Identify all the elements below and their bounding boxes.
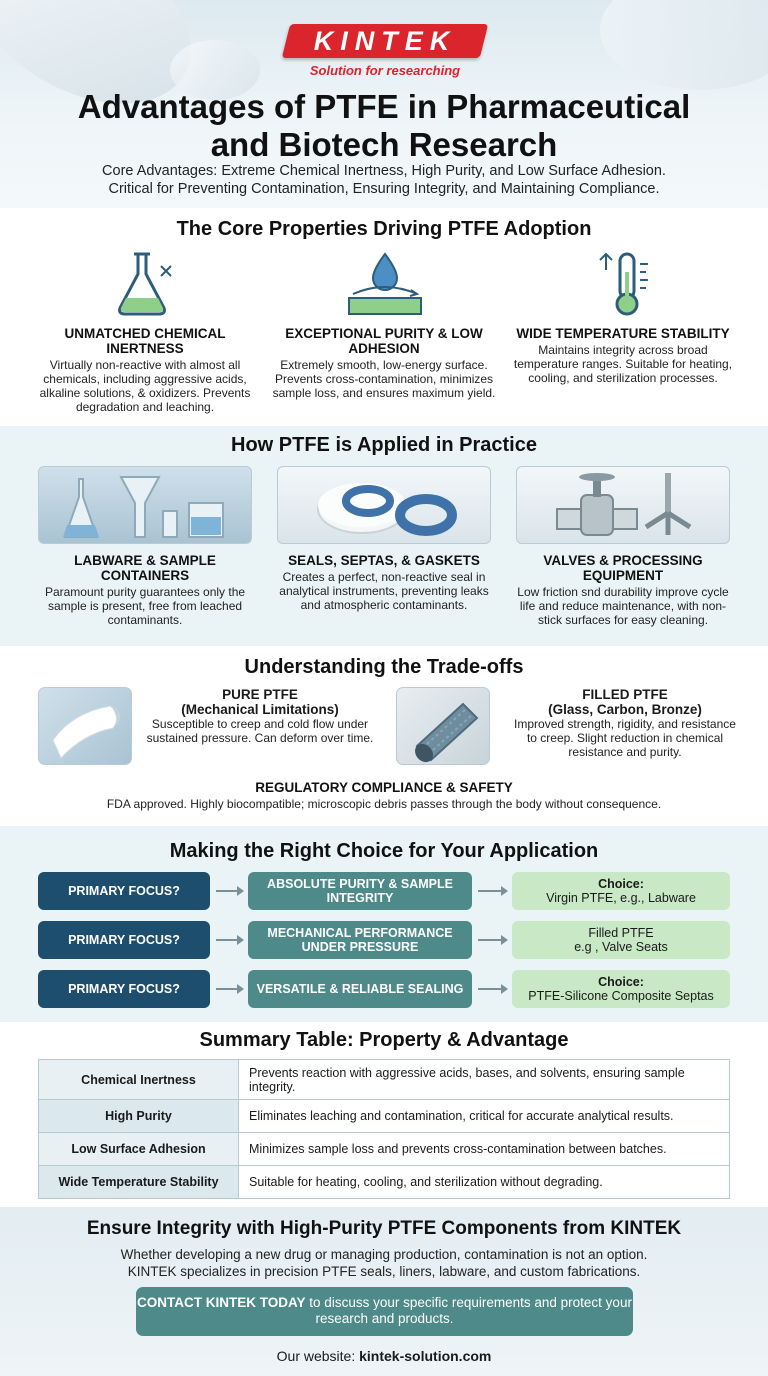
summary-table (38, 1059, 730, 1199)
filled-ptfe-description: Improved strength, rigidity, and resistance to creep. Slight reduction in chemical resistance and purity. (514, 717, 736, 759)
valves-equipment-image (516, 466, 730, 544)
brand-tagline: Solution for researching (309, 63, 461, 78)
pure-ptfe-description: Susceptible to creep and cold flow under sustained pressure. Can deform over time. (146, 717, 374, 745)
application-description: Paramount purity guarantees only the sample is present, free from leached contaminants. (44, 585, 246, 627)
compliance-description: FDA approved. Highly biocompatible; microscopic debris passes through the body without consequence. (106, 797, 662, 811)
table-row (39, 1100, 730, 1133)
flask-icon (114, 250, 178, 323)
thermometer-icon (596, 250, 656, 323)
summary-title: Summary Table: Property & Advantage (199, 1029, 569, 1051)
core-properties-title: The Core Properties Driving PTFE Adoption (176, 218, 592, 240)
primary-focus-box: PRIMARY FOCUS? (38, 872, 210, 910)
arrow-icon (478, 939, 506, 941)
application-valves (508, 553, 738, 627)
applications-title: How PTFE is Applied in Practice (231, 434, 537, 456)
brand-logo: KINTEK (313, 26, 457, 56)
primary-focus-box: PRIMARY FOCUS? (38, 970, 210, 1008)
table-cell-property: Chemical Inertness (39, 1060, 239, 1100)
table-row (39, 1166, 730, 1199)
choice-value: e.g , Valve Seats (574, 940, 668, 954)
table-cell-advantage: Suitable for heating, cooling, and sterilization without degrading. (239, 1166, 730, 1199)
filled-ptfe-tube-image (396, 687, 490, 765)
website-label: Our website: (276, 1348, 360, 1364)
pure-ptfe-block (145, 687, 375, 745)
website-link[interactable]: kintek-solution.com (359, 1348, 492, 1364)
page-title (20, 88, 748, 164)
application-description: Creates a perfect, non-reactive seal in analytical instruments, preventing leaks and atmospheric contaminants. (279, 570, 489, 612)
arrow-icon (478, 890, 506, 892)
pure-ptfe-subtitle: (Mechanical Limitations) (181, 702, 339, 717)
website-line (20, 1348, 748, 1364)
choice-title: Making the Right Choice for Your Application (169, 840, 599, 862)
application-seals (269, 553, 499, 612)
table-cell-property: Wide Temperature Stability (39, 1166, 239, 1199)
application-title: VALVES & PROCESSING EQUIPMENT (543, 553, 703, 583)
cta-text: to discuss your specific requirements and protect your research and products. (305, 1295, 632, 1326)
ptfe-sheet-image (38, 687, 132, 765)
table-cell-advantage: Prevents reaction with aggressive acids, bases, and solvents, ensuring sample integrity. (239, 1060, 730, 1100)
filled-ptfe-block (510, 687, 740, 759)
filled-ptfe-title: FILLED PTFE (582, 687, 668, 702)
arrow-icon (478, 988, 506, 990)
property-purity-low-adhesion (269, 326, 499, 400)
property-chemical-inertness (30, 326, 260, 414)
pure-ptfe-title: PURE PTFE (222, 687, 298, 702)
property-description: Maintains integrity across broad temperature ranges. Suitable for heating, cooling, and sterilization processes. (513, 343, 733, 385)
footer-line-2: KINTEK specializes in precision PTFE seals, liners, labware, and custom fabrications. (127, 1264, 641, 1279)
tradeoffs-title: Understanding the Trade-offs (244, 656, 524, 678)
subtitle-line-1: Core Advantages: Extreme Chemical Inertness, High Purity, and Low Surface Adhesion. (102, 163, 666, 179)
title-line-2: and Biotech Research (210, 126, 558, 163)
title-line-1: Advantages of PTFE in Pharmaceutical (77, 88, 691, 125)
pipe-decoration (600, 0, 768, 90)
footer-title: Ensure Integrity with High-Purity PTFE Components from KINTEK (86, 1218, 682, 1239)
choice-value: Virgin PTFE, e.g., Labware (546, 891, 696, 905)
property-description: Virtually non-reactive with almost all chemicals, including aggressive acids, alkaline solutions, & oxidizers. Prevents degradation and leaching. (39, 358, 251, 414)
droplet-surface-icon (345, 250, 425, 323)
choice-box (512, 970, 730, 1008)
choice-label: Filled PTFE (588, 926, 654, 940)
table-cell-advantage: Minimizes sample loss and prevents cross-contamination between batches. (239, 1133, 730, 1166)
choice-label: Choice: (598, 975, 644, 989)
subtitle-line-2: Critical for Preventing Contamination, Ensuring Integrity, and Maintaining Compliance. (108, 181, 660, 197)
application-title: SEALS, SEPTAS, & GASKETS (288, 553, 480, 568)
table-cell-property: Low Surface Adhesion (39, 1133, 239, 1166)
seals-gaskets-image (277, 466, 491, 544)
need-box: MECHANICAL PERFORMANCE UNDER PRESSURE (248, 921, 472, 959)
compliance-title: REGULATORY COMPLIANCE & SAFETY (255, 780, 513, 795)
property-title: WIDE TEMPERATURE STABILITY (516, 326, 730, 341)
property-description: Extremely smooth, low-energy surface. Prevents cross-contamination, minimizes sample loss, and ensures maximum yield. (272, 358, 496, 400)
primary-focus-box: PRIMARY FOCUS? (38, 921, 210, 959)
choice-label: Choice: (598, 877, 644, 891)
choice-box (512, 921, 730, 959)
cta-bold-text: CONTACT KINTEK TODAY (137, 1295, 306, 1310)
need-box: VERSATILE & RELIABLE SEALING (248, 970, 472, 1008)
table-cell-advantage: Eliminates leaching and contamination, critical for accurate analytical results. (239, 1100, 730, 1133)
property-title: UNMATCHED CHEMICAL INERTNESS (64, 326, 226, 356)
choice-box (512, 872, 730, 910)
footer-text (20, 1244, 748, 1280)
arrow-icon (216, 939, 242, 941)
contact-cta-button[interactable] (136, 1287, 633, 1336)
need-box: ABSOLUTE PURITY & SAMPLE INTEGRITY (248, 872, 472, 910)
choice-value: PTFE-Silicone Composite Septas (528, 989, 714, 1003)
compliance-block (20, 780, 748, 811)
arrow-icon (216, 890, 242, 892)
table-cell-property: High Purity (39, 1100, 239, 1133)
application-title: LABWARE & SAMPLE CONTAINERS (74, 553, 216, 583)
table-row (39, 1133, 730, 1166)
labware-image (38, 466, 252, 544)
property-temperature-stability (508, 326, 738, 385)
footer-line-1: Whether developing a new drug or managing production, contamination is not an option. (120, 1247, 648, 1262)
application-labware (30, 553, 260, 627)
arrow-icon (216, 988, 242, 990)
table-row (39, 1060, 730, 1100)
page-subtitle (20, 162, 748, 198)
filled-ptfe-subtitle: (Glass, Carbon, Bronze) (548, 702, 702, 717)
property-title: EXCEPTIONAL PURITY & LOW ADHESION (285, 326, 483, 356)
application-description: Low friction snd durability improve cycle life and reduce maintenance, with non-stick surfaces for easy cleaning. (517, 585, 729, 627)
